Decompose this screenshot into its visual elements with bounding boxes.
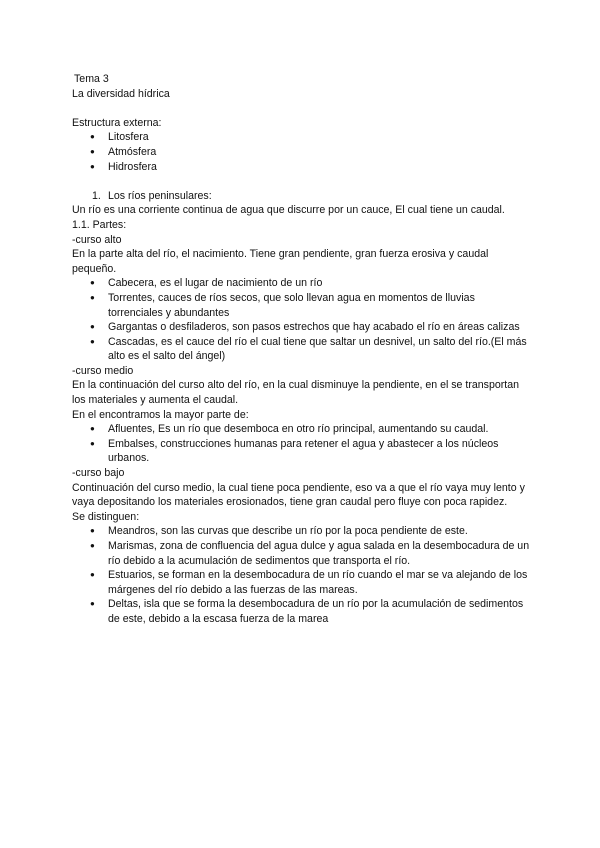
list-item: ● Meandros, son las curvas que describe un río por la poca pendiente de este. xyxy=(72,524,532,539)
list-item: ● Deltas, isla que se forma la desembocadura de un río por la acumulación de sedimentos de este, debido a la escasa fuerza de la marea xyxy=(72,597,532,626)
curso-alto-label: -curso alto xyxy=(72,233,122,246)
list-item: ● Gargantas o desfiladeros, son pasos estrechos que hay acabado el río en áreas calizas xyxy=(72,320,532,335)
section1-intro: Un río es una corriente continua de agua que discurre por un cauce, El cual tiene un caudal. xyxy=(72,204,505,217)
list-item: ● Hidrosfera xyxy=(72,160,532,175)
section1-sub: 1.1. Partes: xyxy=(72,218,127,231)
list-item: ● Atmósfera xyxy=(72,145,532,160)
list-item: ● Estuarios, se forman en la desembocadura de un río cuando el mar se va alejando de los márgenes del río debido a las fuerzas de las mareas. xyxy=(72,568,532,597)
curso-bajo-list xyxy=(72,524,532,626)
curso-medio-text: En la continuación del curso alto del río, en la cual disminuye la pendiente, en el se transportan los materiales y aumenta el caudal. xyxy=(72,379,519,407)
subtitle: La diversidad hídrica xyxy=(72,87,170,100)
section1-list xyxy=(72,189,532,204)
curso-bajo-text2: Se distinguen: xyxy=(72,510,140,523)
estructura-heading: Estructura externa: xyxy=(72,116,162,129)
title-line: Tema 3 xyxy=(74,73,109,85)
document-page xyxy=(72,72,532,627)
section1-heading xyxy=(72,189,532,204)
list-item: ● Torrentes, cauces de ríos secos, que solo llevan agua en momentos de lluvias torrenciales y abundantes xyxy=(72,291,532,320)
list-item: ● Afluentes, Es un río que desemboca en otro río principal, aumentando su caudal. xyxy=(72,422,532,437)
curso-bajo-text: Continuación del curso medio, la cual tiene poca pendiente, eso va a que el río vaya muy lento y vaya depositando los materiales erosionados, tiene gran caudal pero fluye con poca rapidez. xyxy=(72,481,525,509)
curso-alto-list xyxy=(72,276,532,364)
curso-medio-list xyxy=(72,422,532,466)
section1-heading-text: Los ríos peninsulares: xyxy=(108,189,212,202)
spacer xyxy=(72,101,532,116)
list-item: ● Cabecera, es el lugar de nacimiento de un río xyxy=(72,276,532,291)
list-item: ● Cascadas, es el cauce del río el cual tiene que saltar un desnivel, un salto del río.(El más alto es el salto del ángel) xyxy=(72,335,532,364)
spacer xyxy=(72,174,532,189)
curso-medio-text2: En el encontramos la mayor parte de: xyxy=(72,408,249,421)
section1-number: 1. xyxy=(92,189,101,202)
estructura-list xyxy=(72,130,532,174)
curso-bajo-label: -curso bajo xyxy=(72,467,125,480)
list-item: ● Litosfera xyxy=(72,130,532,145)
list-item: ● Embalses, construcciones humanas para retener el agua y abastecer a los núcleos urbanos. xyxy=(72,437,532,466)
list-item: ● Marismas, zona de confluencia del agua dulce y agua salada en la desembocadura de un río debido a la acumulación de sedimentos que transporta el río. xyxy=(72,539,532,568)
curso-medio-label: -curso medio xyxy=(72,364,134,377)
curso-alto-text: En la parte alta del río, el nacimiento. Tiene gran pendiente, gran fuerza erosiva y caudal pequeño. xyxy=(72,248,489,275)
